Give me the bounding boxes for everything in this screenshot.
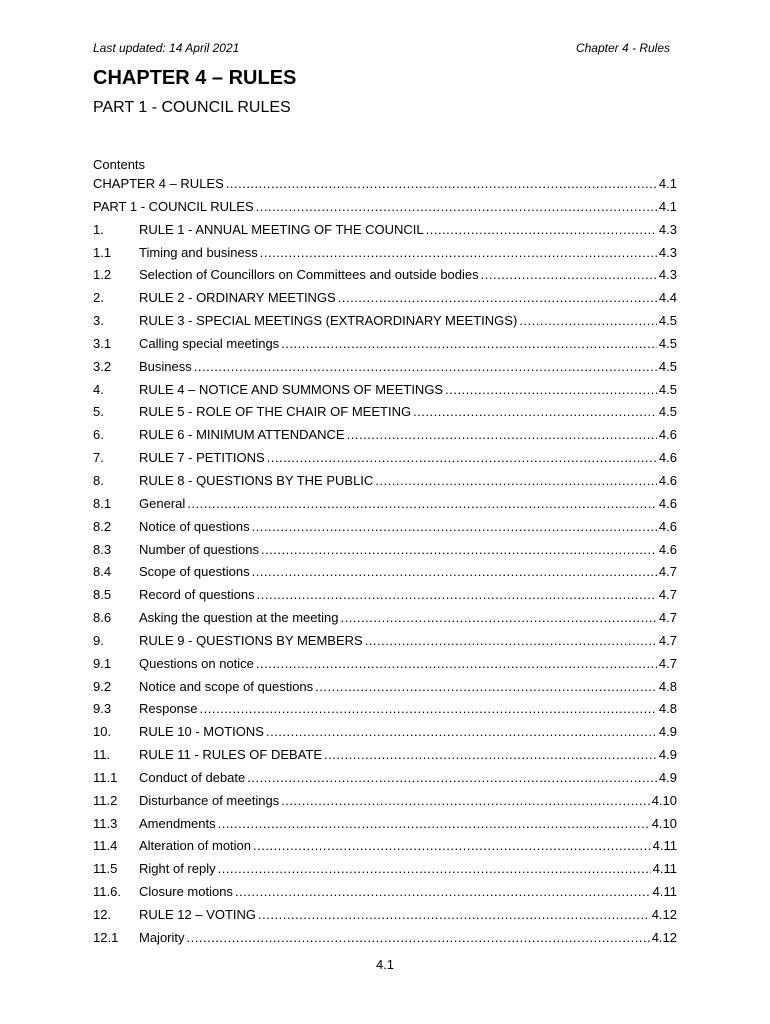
toc-entry-page: 4.6 bbox=[658, 472, 677, 488]
toc-entry-page: 4.6 bbox=[658, 541, 677, 557]
toc-leader-dots bbox=[260, 242, 657, 265]
toc-entry-label: General bbox=[139, 495, 186, 511]
toc-entry-label: Timing and business bbox=[139, 244, 258, 260]
toc-entry[interactable] bbox=[93, 744, 677, 767]
toc-entry[interactable] bbox=[93, 333, 677, 356]
toc-entry[interactable] bbox=[93, 813, 677, 836]
toc-entry-label: Response bbox=[139, 701, 198, 717]
toc-entry-number: 12. bbox=[93, 907, 112, 922]
toc-leader-dots bbox=[200, 698, 657, 721]
page-number-footer: 4.1 bbox=[375, 957, 395, 972]
toc-leader-dots bbox=[375, 470, 657, 493]
toc-leader-dots bbox=[256, 653, 657, 676]
toc-leader-dots bbox=[340, 607, 656, 630]
toc-entry-page: 4.9 bbox=[658, 724, 677, 740]
toc-entry[interactable] bbox=[93, 904, 677, 927]
toc-entry-page: 4.7 bbox=[658, 587, 677, 603]
toc-entry[interactable] bbox=[93, 470, 677, 493]
toc-entry-number: 9.3 bbox=[93, 701, 112, 717]
toc-entry[interactable] bbox=[93, 676, 677, 699]
toc-leader-dots bbox=[338, 287, 657, 310]
toc-entry-number: 9. bbox=[93, 632, 104, 648]
toc-entry-label: RULE 9 - QUESTIONS BY MEMBERS bbox=[139, 632, 363, 648]
toc-entry-page: 4.11 bbox=[652, 861, 677, 877]
toc-leader-dots bbox=[266, 721, 657, 744]
toc-entry-page: 4.11 bbox=[652, 884, 677, 900]
toc-entry-page: 4.7 bbox=[658, 564, 677, 580]
toc-leader-dots bbox=[226, 173, 657, 196]
toc-entry[interactable] bbox=[93, 881, 677, 904]
toc-leader-dots bbox=[258, 904, 650, 927]
chapter-title: CHAPTER 4 – RULES bbox=[93, 67, 297, 89]
toc-entry-number: 8.2 bbox=[93, 518, 112, 534]
toc-entry-label: Disturbance of meetings bbox=[139, 792, 280, 808]
toc-entry-label: CHAPTER 4 – RULES bbox=[93, 176, 224, 191]
toc-leader-dots bbox=[194, 356, 657, 379]
toc-leader-dots bbox=[252, 561, 657, 584]
toc-entry-page: 4.9 bbox=[658, 747, 677, 763]
toc-entry-page: 4.5 bbox=[658, 404, 677, 420]
toc-entry-label: Business bbox=[139, 358, 192, 374]
toc-entry-page: 4.5 bbox=[658, 335, 677, 351]
toc-leader-dots bbox=[187, 493, 657, 516]
toc-leader-dots bbox=[365, 630, 657, 653]
toc-leader-dots bbox=[218, 858, 651, 881]
toc-entry-page: 4.6 bbox=[658, 450, 677, 466]
toc-entry-label: RULE 4 – NOTICE AND SUMMONS OF MEETINGS bbox=[139, 381, 444, 397]
toc-entry-number: 11.3 bbox=[93, 815, 118, 831]
toc-entry[interactable] bbox=[93, 264, 677, 287]
toc-entry-page: 4.6 bbox=[658, 518, 677, 534]
toc-entry-label: RULE 3 - SPECIAL MEETINGS (EXTRAORDINARY MEETINGS) bbox=[139, 313, 518, 329]
toc-entry[interactable] bbox=[93, 835, 677, 858]
toc-entry-label: Questions on notice bbox=[139, 655, 254, 671]
toc-entry-page: 4.3 bbox=[658, 267, 677, 283]
toc-entry-label: RULE 2 - ORDINARY MEETINGS bbox=[139, 290, 336, 306]
toc-leader-dots bbox=[481, 264, 657, 287]
toc-leader-dots bbox=[347, 424, 657, 447]
toc-entry[interactable] bbox=[93, 790, 677, 813]
toc-entry-label: Conduct of debate bbox=[139, 769, 246, 785]
toc-leader-dots bbox=[315, 676, 657, 699]
toc-entry[interactable] bbox=[93, 287, 677, 310]
toc-entry[interactable] bbox=[93, 356, 677, 379]
toc-entry-number: 1.2 bbox=[93, 267, 112, 283]
toc-entry-label: RULE 6 - MINIMUM ATTENDANCE bbox=[139, 427, 345, 443]
toc-entry-label: RULE 5 - ROLE OF THE CHAIR OF MEETING bbox=[139, 404, 412, 420]
toc-entry-page: 4.8 bbox=[658, 678, 677, 694]
toc-entry-label: Majority bbox=[139, 929, 185, 945]
toc-entry-page: 4.3 bbox=[658, 244, 677, 260]
part-subtitle: PART 1 - COUNCIL RULES bbox=[93, 99, 291, 116]
toc-leader-dots bbox=[281, 333, 657, 356]
toc-entry-number: 1.1 bbox=[93, 244, 112, 260]
toc-entry-number: 11.1 bbox=[93, 769, 118, 785]
toc-entry-number: 11.2 bbox=[93, 792, 118, 808]
toc-entry[interactable] bbox=[93, 653, 677, 676]
toc-entry-label: Selection of Councillors on Committees and outside bodies bbox=[139, 267, 479, 283]
last-updated-text: Last updated: 14 April 2021 bbox=[93, 41, 240, 55]
toc-entry[interactable] bbox=[93, 584, 677, 607]
toc-entry-number: 8.4 bbox=[93, 564, 112, 580]
toc-entry-page: 4.5 bbox=[658, 381, 677, 397]
toc-entry[interactable] bbox=[93, 607, 677, 630]
toc-entry[interactable] bbox=[93, 561, 677, 584]
toc-entry[interactable] bbox=[93, 493, 677, 516]
contents-heading: Contents bbox=[93, 157, 146, 172]
table-of-contents bbox=[93, 173, 677, 950]
toc-entry-number: 11.4 bbox=[93, 838, 118, 854]
toc-entry[interactable] bbox=[93, 858, 677, 881]
page-header bbox=[93, 41, 670, 57]
toc-entry[interactable] bbox=[93, 767, 677, 790]
toc-leader-dots bbox=[253, 835, 651, 858]
toc-entry[interactable] bbox=[93, 927, 677, 950]
toc-entry-label: Calling special meetings bbox=[139, 335, 280, 351]
toc-entry[interactable] bbox=[93, 447, 677, 470]
toc-entry-page: 4.7 bbox=[658, 655, 677, 671]
toc-entry-page: 4.3 bbox=[658, 221, 677, 237]
toc-entry-page: 4.12 bbox=[651, 929, 677, 945]
toc-entry-page: 4.10 bbox=[651, 815, 677, 831]
toc-entry[interactable] bbox=[93, 379, 677, 402]
toc-entry-label: RULE 10 - MOTIONS bbox=[139, 724, 264, 740]
toc-entry-number: 8.5 bbox=[93, 587, 112, 603]
toc-entry-label: RULE 12 – VOTING bbox=[139, 907, 257, 922]
toc-entry-number: 9.1 bbox=[93, 655, 112, 671]
toc-entry-page: 4.1 bbox=[658, 176, 677, 191]
toc-entry-number: 11.5 bbox=[93, 861, 118, 877]
toc-entry-label: Right of reply bbox=[139, 861, 216, 877]
toc-entry-number: 5. bbox=[93, 404, 104, 420]
toc-leader-dots bbox=[261, 539, 657, 562]
toc-entry[interactable] bbox=[93, 424, 677, 447]
chapter-header-text: Chapter 4 - Rules bbox=[575, 41, 670, 55]
toc-leader-dots bbox=[235, 881, 651, 904]
toc-entry-page: 4.9 bbox=[658, 769, 677, 785]
toc-entry-page: 4.5 bbox=[658, 358, 677, 374]
toc-entry-number: 3. bbox=[93, 313, 104, 329]
toc-entry-number: 8.6 bbox=[93, 610, 112, 626]
toc-entry-label: Number of questions bbox=[139, 541, 259, 557]
toc-entry-number: 2. bbox=[93, 290, 104, 306]
toc-entry-label: Scope of questions bbox=[139, 564, 250, 580]
toc-entry-number: 4. bbox=[93, 381, 104, 397]
toc-entry-number: 9.2 bbox=[93, 678, 112, 694]
toc-entry-label: RULE 7 - PETITIONS bbox=[139, 450, 265, 466]
toc-entry-number: 12.1 bbox=[93, 929, 119, 945]
toc-entry[interactable] bbox=[93, 219, 677, 242]
toc-entry-label: RULE 11 - RULES OF DEBATE bbox=[139, 747, 323, 763]
toc-entry-number: 10. bbox=[93, 724, 112, 740]
toc-entry-page: 4.6 bbox=[658, 495, 677, 511]
toc-entry[interactable] bbox=[93, 310, 677, 333]
toc-entry[interactable] bbox=[93, 721, 677, 744]
toc-entry-page: 4.10 bbox=[651, 792, 677, 808]
toc-entry-page: 4.12 bbox=[651, 907, 677, 922]
toc-entry-page: 4.4 bbox=[658, 290, 677, 306]
toc-entry-page: 4.7 bbox=[658, 632, 677, 648]
toc-entry-number: 6. bbox=[93, 427, 104, 443]
toc-entry[interactable] bbox=[93, 698, 677, 721]
toc-entry-page: 4.8 bbox=[658, 701, 677, 717]
toc-leader-dots bbox=[413, 401, 657, 424]
toc-leader-dots bbox=[281, 790, 650, 813]
toc-leader-dots bbox=[256, 196, 657, 219]
toc-entry[interactable] bbox=[93, 196, 677, 219]
toc-leader-dots bbox=[247, 767, 657, 790]
toc-entry-page: 4.1 bbox=[658, 198, 677, 214]
toc-entry-number: 8.1 bbox=[93, 495, 112, 511]
toc-entry-label: Closure motions bbox=[139, 884, 233, 900]
toc-entry-page: 4.11 bbox=[652, 838, 677, 854]
toc-entry-number: 3.1 bbox=[93, 335, 112, 351]
toc-entry-number: 8. bbox=[93, 472, 104, 488]
toc-leader-dots bbox=[267, 447, 657, 470]
toc-entry-number: 3.2 bbox=[93, 358, 112, 374]
toc-entry[interactable] bbox=[93, 401, 677, 424]
toc-entry-label: Amendments bbox=[139, 815, 216, 831]
toc-leader-dots bbox=[324, 744, 657, 767]
toc-leader-dots bbox=[218, 813, 650, 836]
toc-leader-dots bbox=[426, 219, 657, 242]
toc-entry[interactable] bbox=[93, 516, 677, 539]
toc-entry[interactable] bbox=[93, 539, 677, 562]
toc-leader-dots bbox=[257, 584, 657, 607]
toc-entry-label: RULE 1 - ANNUAL MEETING OF THE COUNCIL bbox=[139, 221, 424, 237]
toc-entry[interactable] bbox=[93, 173, 677, 196]
toc-entry-label: RULE 8 - QUESTIONS BY THE PUBLIC bbox=[139, 472, 374, 488]
toc-entry-number: 8.3 bbox=[93, 541, 112, 557]
toc-entry-page: 4.7 bbox=[658, 610, 677, 626]
toc-entry-number: 7. bbox=[93, 450, 104, 466]
toc-entry-number: 11. bbox=[93, 747, 111, 763]
toc-entry-label: Notice of questions bbox=[139, 518, 250, 534]
toc-entry[interactable] bbox=[93, 630, 677, 653]
toc-entry-label: Notice and scope of questions bbox=[139, 678, 314, 694]
toc-leader-dots bbox=[445, 379, 657, 402]
toc-entry-page: 4.5 bbox=[658, 313, 677, 329]
toc-entry-label: Alteration of motion bbox=[139, 838, 252, 854]
toc-entry-label: PART 1 - COUNCIL RULES bbox=[93, 198, 254, 214]
toc-leader-dots bbox=[187, 927, 650, 950]
toc-leader-dots bbox=[519, 310, 657, 333]
toc-entry-label: Asking the question at the meeting bbox=[139, 610, 339, 626]
toc-entry[interactable] bbox=[93, 242, 677, 265]
toc-entry-number: 11.6. bbox=[93, 884, 121, 900]
toc-leader-dots bbox=[252, 516, 657, 539]
toc-entry-label: Record of questions bbox=[139, 587, 255, 603]
toc-entry-number: 1. bbox=[93, 221, 104, 237]
toc-entry-page: 4.6 bbox=[658, 427, 677, 443]
